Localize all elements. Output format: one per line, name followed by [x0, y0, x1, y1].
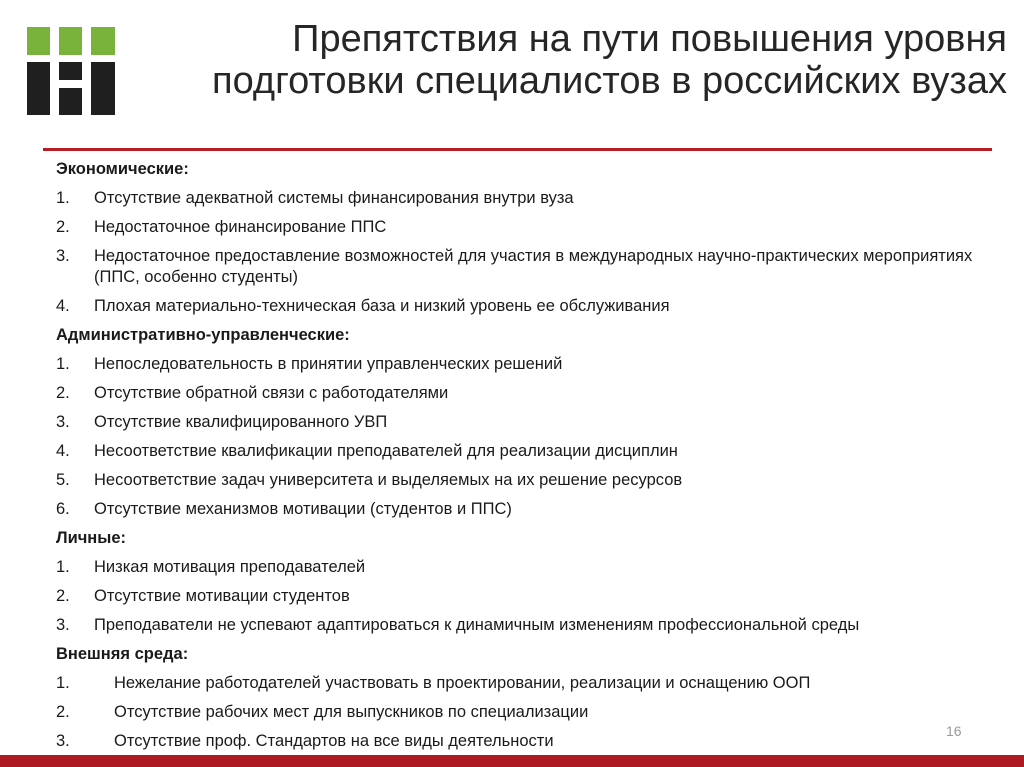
logo-dark-right [91, 62, 115, 115]
list-item [56, 495, 996, 524]
item-number: 1. [56, 355, 70, 373]
item-number: 5. [56, 471, 70, 489]
list-item [56, 727, 996, 756]
item-text: Несоответствие квалификации преподавателей для реализации дисциплин [94, 442, 678, 460]
list-item [56, 292, 996, 321]
list-item [56, 698, 996, 727]
slide-title: Препятствия на пути повышения уровня подготовки специалистов в российских вузах [212, 18, 1007, 102]
section-heading: Личные: [56, 529, 127, 547]
section-heading: Административно-управленческие: [56, 326, 350, 344]
item-number: 2. [56, 587, 70, 605]
list-item [56, 611, 996, 640]
logo-green-right [91, 27, 115, 55]
item-text: Отсутствие квалифицированного УВП [94, 413, 388, 431]
item-text: Недостаточное предоставление возможностей для участия в международных научно-практических мероприятиях (ППС, особенно студенты) [94, 247, 973, 286]
item-text: Низкая мотивация преподавателей [94, 558, 366, 576]
item-text: Отсутствие обратной связи с работодателями [94, 384, 449, 402]
logo-dark-center-bottom [59, 88, 82, 115]
item-number: 2. [56, 703, 70, 721]
item-number: 3. [56, 616, 70, 634]
item-text: Непоследовательность в принятии управленческих решений [94, 355, 563, 373]
logo-dark-left [27, 62, 50, 115]
list-item [56, 350, 996, 379]
title-divider [43, 148, 992, 151]
footer-bar [0, 755, 1024, 767]
logo-green-center [59, 27, 82, 55]
item-text: Отсутствие механизмов мотивации (студентов и ППС) [94, 500, 512, 518]
item-text: Отсутствие адекватной системы финансирования внутри вуза [94, 189, 574, 207]
item-number: 3. [56, 413, 70, 431]
item-number: 3. [56, 732, 70, 750]
item-text: Отсутствие рабочих мест для выпускников по специализации [114, 703, 589, 721]
slide-content [56, 155, 996, 756]
item-text: Плохая материально-техническая база и низкий уровень ее обслуживания [94, 297, 670, 315]
item-number: 3. [56, 247, 70, 265]
item-number: 6. [56, 500, 70, 518]
item-number: 2. [56, 384, 70, 402]
list-item [56, 466, 996, 495]
list-item [56, 184, 996, 213]
list-item [56, 242, 996, 292]
list-item [56, 553, 996, 582]
list-item [56, 582, 996, 611]
section-heading: Внешняя среда: [56, 645, 189, 663]
item-text: Отсутствие проф. Стандартов на все виды деятельности [114, 732, 554, 750]
list-item [56, 379, 996, 408]
logo-dark-center [59, 62, 82, 80]
item-number: 1. [56, 674, 70, 692]
institution-logo-icon [27, 27, 115, 115]
item-text: Несоответствие задач университета и выделяемых на их решение ресурсов [94, 471, 683, 489]
item-number: 1. [56, 558, 70, 576]
item-number: 4. [56, 297, 70, 315]
list-item [56, 437, 996, 466]
item-text: Преподаватели не успевают адаптироваться к динамичным изменениям профессиональной среды [94, 616, 860, 634]
item-number: 4. [56, 442, 70, 460]
section-external [56, 640, 996, 756]
item-text: Недостаточное финансирование ППС [94, 218, 387, 236]
section-administrative [56, 321, 996, 524]
page-number: 16 [946, 723, 962, 739]
list-item [56, 213, 996, 242]
item-number: 1. [56, 189, 70, 207]
section-economic [56, 155, 996, 321]
item-number: 2. [56, 218, 70, 236]
section-heading: Экономические: [56, 160, 189, 178]
list-item [56, 408, 996, 437]
logo-green-left [27, 27, 50, 55]
item-text: Нежелание работодателей участвовать в проектировании, реализации и оснащению ООП [114, 674, 811, 692]
item-text: Отсутствие мотивации студентов [94, 587, 350, 605]
list-item [56, 669, 996, 698]
section-personal [56, 524, 996, 640]
